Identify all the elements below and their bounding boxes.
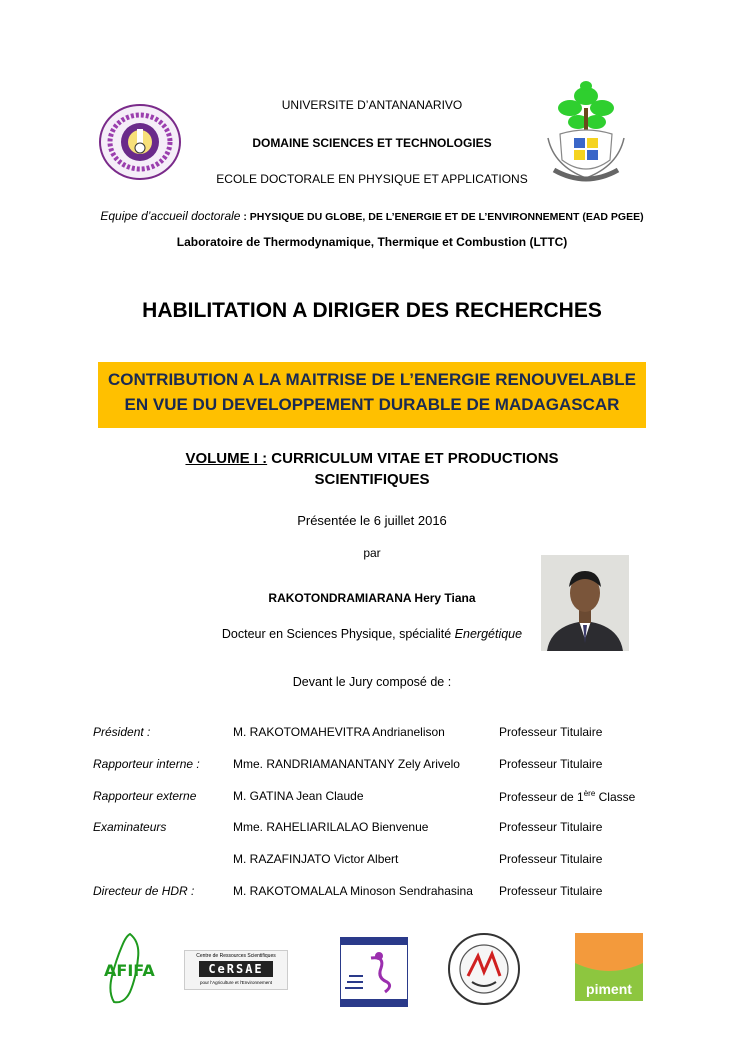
volume-label: VOLUME I :	[185, 450, 268, 467]
piment-text: piment	[586, 981, 632, 997]
jury-title: Professeur Titulaire	[499, 757, 603, 771]
jury-name: M. GATINA Jean Claude	[233, 789, 364, 803]
host-team-label: Equipe d’accueil doctorale	[100, 209, 241, 223]
jury-row	[0, 789, 744, 807]
department-physics-logo	[340, 937, 408, 1007]
author-name: RAKOTONDRAMIARANA Hery Tiana	[268, 591, 476, 605]
jury-row	[0, 884, 744, 902]
thesis-title-line-2: EN VUE DU DEVELOPPEMENT DURABLE DE MADAGASCAR	[124, 395, 620, 414]
volume-title-line-1: CURRICULUM VITAE ET PRODUCTIONS	[267, 450, 559, 467]
presentation-date: Présentée le 6 juillet 2016	[297, 513, 447, 528]
jury-row	[0, 757, 744, 775]
jury-title	[499, 789, 635, 804]
domain-name: DOMAINE SCIENCES ET TECHNOLOGIES	[252, 136, 492, 150]
thesis-title-line-1: CONTRIBUTION A LA MAITRISE DE L’ENERGIE RENOUVELABLE	[108, 370, 636, 389]
jury-intro: Devant le Jury composé de :	[292, 675, 452, 689]
laboratory-name: Laboratoire de Thermodynamique, Thermique et Combustion (LTTC)	[176, 235, 568, 249]
host-team-value: : PHYSIQUE DU GLOBE, DE L’ENERGIE ET DE L’ENVIRONNEMENT (EAD PGEE)	[240, 211, 644, 223]
university-name: UNIVERSITE D’ANTANANARIVO	[281, 98, 463, 112]
cersae-bottom-text: pour l'Agriculture et l'Environnement	[199, 980, 272, 985]
jury-name: Mme. RANDRIAMANANTANY Zely Arivelo	[233, 757, 460, 771]
jury-role: Rapporteur externe	[93, 789, 197, 803]
volume-heading	[0, 450, 744, 467]
jury-title: Professeur Titulaire	[499, 820, 603, 834]
main-title: HABILITATION A DIRIGER DES RECHERCHES	[142, 299, 602, 322]
author-degree	[0, 627, 744, 641]
doctoral-school: ECOLE DOCTORALE EN PHYSIQUE ET APPLICATIONS	[216, 172, 528, 186]
institute-energy-seal-logo	[446, 932, 522, 1006]
svg-text:AFIFA: AFIFA	[104, 961, 155, 980]
jury-name: M. RAZAFINJATO Victor Albert	[233, 852, 399, 866]
jury-title-text: Professeur de 1	[499, 790, 584, 804]
author-specialty: Energétique	[454, 627, 523, 641]
jury-row	[0, 725, 744, 743]
jury-title-suffix: Classe	[595, 790, 636, 804]
cersae-name: CeRSAE	[199, 961, 273, 977]
jury-name: Mme. RAHELIARILALAO Bienvenue	[233, 820, 429, 834]
jury-name: M. RAKOTOMALALA Minoson Sendrahasina	[233, 884, 473, 898]
jury-title: Professeur Titulaire	[499, 725, 603, 739]
jury-title: Professeur Titulaire	[499, 884, 603, 898]
jury-title-superscript: ère	[583, 789, 596, 798]
cersae-logo	[184, 950, 288, 990]
thesis-title-banner	[98, 362, 646, 428]
jury-name: M. RAKOTOMAHEVITRA Andrianelison	[233, 725, 445, 739]
volume-title-line-2: SCIENTIFIQUES	[314, 471, 430, 488]
cersae-top-text: Centre de Ressources Scientifiques	[196, 953, 276, 959]
jury-row	[0, 820, 744, 838]
jury-role: Directeur de HDR :	[93, 884, 195, 898]
author-degree-text: Docteur en Sciences Physique, spécialité	[221, 627, 455, 641]
jury-role: Président :	[93, 725, 151, 739]
jury-role: Examinateurs	[93, 820, 167, 834]
jury-row	[0, 852, 744, 870]
piment-logo	[575, 933, 643, 1001]
jury-role: Rapporteur interne :	[93, 757, 200, 771]
jury-title: Professeur Titulaire	[499, 852, 603, 866]
host-team	[0, 209, 744, 223]
by-label: par	[363, 546, 381, 560]
afifa-madagascar-logo	[100, 932, 155, 1006]
